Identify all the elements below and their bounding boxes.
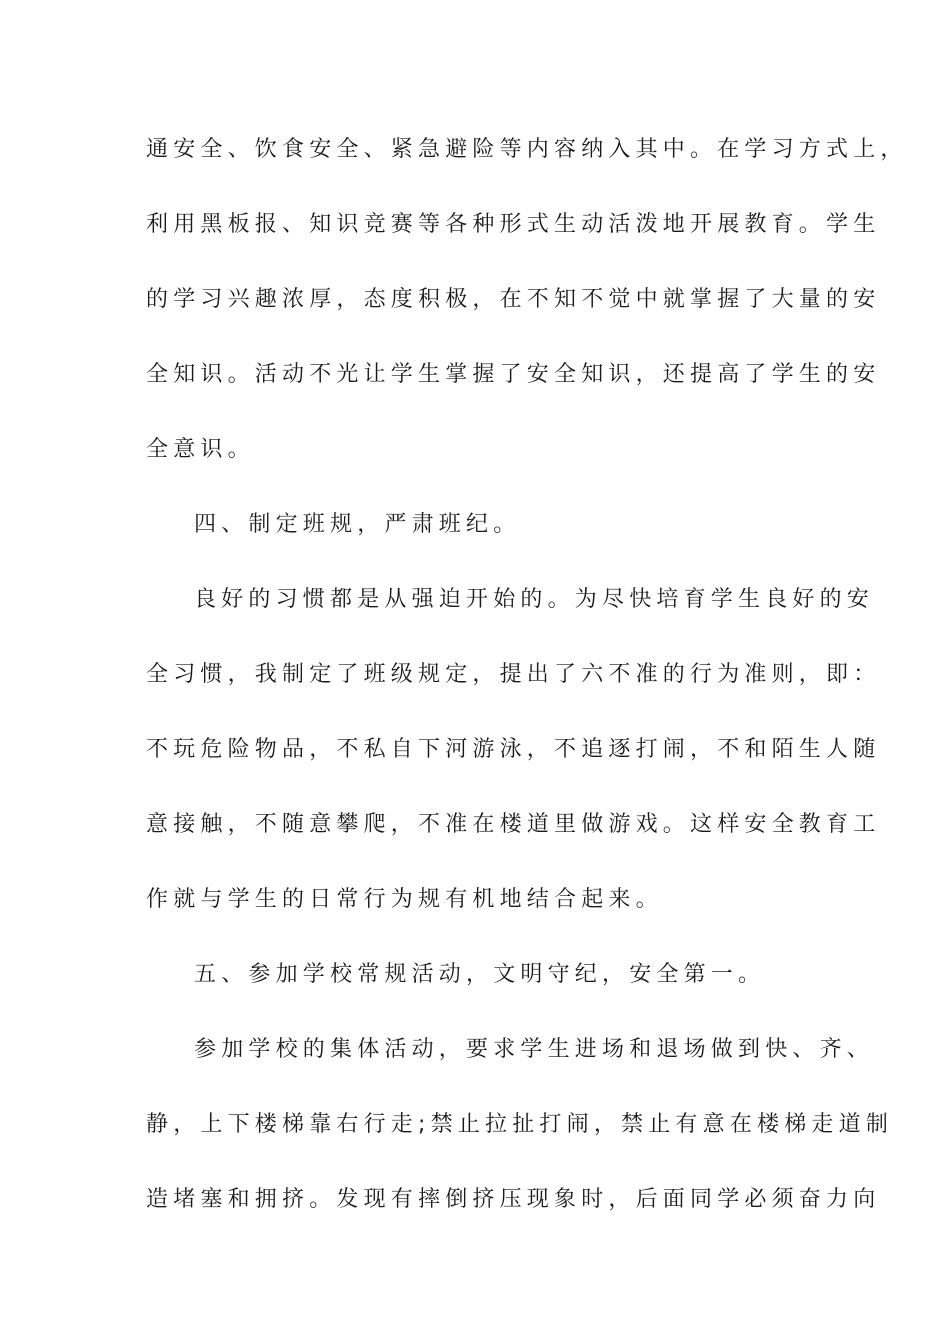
text-line: 利用黑板报、知识竞赛等各种形式生动活泼地开展教育。学生 xyxy=(146,212,881,237)
text-line: 良好的习惯都是从强迫开始的。为尽快培育学生良好的安 xyxy=(194,587,875,612)
text-line: 意接触，不随意攀爬，不准在楼道里做游戏。这样安全教育工 xyxy=(146,812,881,837)
text-line: 作就与学生的日常行为规有机地结合起来。 xyxy=(146,887,663,912)
text-line: 的学习兴趣浓厚，态度积极，在不知不觉中就掌握了大量的安 xyxy=(146,287,881,312)
section-heading: 五、参加学校常规活动，文明守纪，安全第一。 xyxy=(194,962,766,987)
text-line: 不玩危险物品，不私自下河游泳，不追逐打闹，不和陌生人随 xyxy=(146,737,881,762)
text-line: 通安全、饮食安全、紧急避险等内容纳入其中。在学习方式上， xyxy=(146,137,908,162)
text-line: 静，上下楼梯靠右行走;禁止拉扯打闹，禁止有意在楼梯走道制 xyxy=(146,1112,894,1137)
section-heading: 四、制定班规，严肃班纪。 xyxy=(194,512,521,537)
text-line: 全习惯，我制定了班级规定，提出了六不准的行为准则，即： xyxy=(146,662,881,687)
text-line: 参加学校的集体活动，要求学生进场和退场做到快、齐、 xyxy=(194,1037,875,1062)
text-line: 全意识。 xyxy=(146,437,255,462)
text-line: 造堵塞和拥挤。发现有摔倒挤压现象时，后面同学必须奋力向 xyxy=(146,1187,881,1212)
text-line: 全知识。活动不光让学生掌握了安全知识，还提高了学生的安 xyxy=(146,362,881,387)
